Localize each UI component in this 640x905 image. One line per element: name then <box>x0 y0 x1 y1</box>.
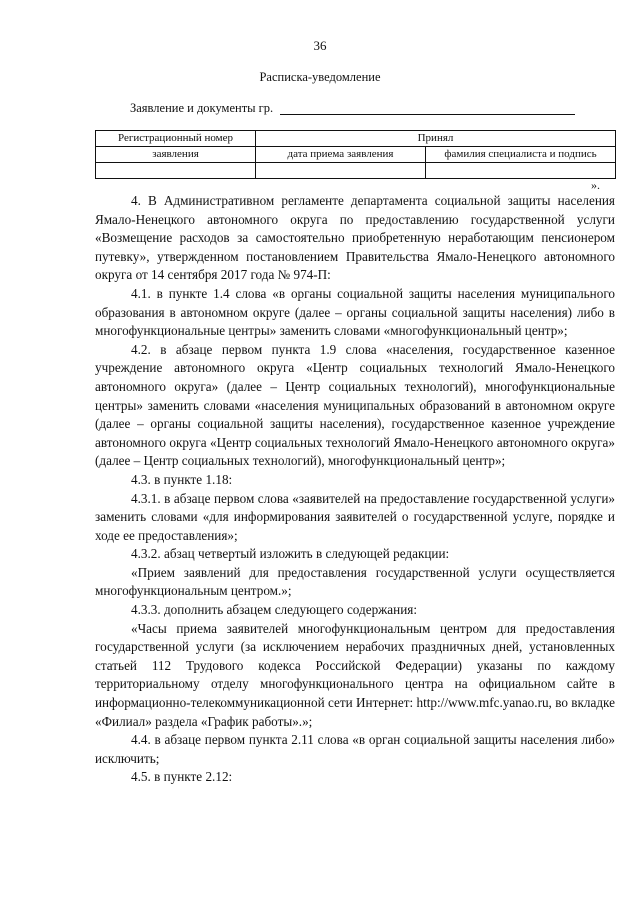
specialist-header: фамилия специалиста и подпись <box>426 147 616 163</box>
paragraph: 4.5. в пункте 2.12: <box>131 769 233 785</box>
paragraph: 4.2. в абзаце первом пункта 1.9 слова «населения, государственное казенное учреждение автономного округа «Центр социальных технологий Ямало-Ненецкого автономного округа» (далее – Центр социальных технологий), многофункциональные центры» заменить словами «населения муниципальных образований в автономном округе (далее – органы социальной защиты населения), государственное казенное учреждение автономного округа «Центр социальных технологий Ямало-Ненецкого автономного округа» (далее – Центр социальных технологий), многофункциональный центр»; <box>95 341 615 469</box>
paragraph: 4.1. в пункте 1.4 слова «в органы социальной защиты населения муниципального образования в автономном округе (далее – органы социальной защиты населения) либо в многофункциональные центры» заменить словами «многофункциональный центр»; <box>95 285 615 339</box>
paragraph: «Прием заявлений для предоставления государственной услуги осуществляется многофункциональным центром.»; <box>95 564 615 599</box>
applicant-blank-line <box>280 114 575 115</box>
paragraph: 4.3. в пункте 1.18: <box>131 471 233 487</box>
paragraph: 4.3.3. дополнить абзацем следующего содержания: <box>131 602 417 618</box>
paragraph: 4. В Административном регламенте департамента социальной защиты населения Ямало-Ненецкого автономного округа по предоставлению государственной услуги «Возмещение расходов за самостоятельно приобретенную неработающим пенсионером путевку», утвержденном постановлением Правительства Ямало-Ненецкого автономного округа от 14 сентября 2017 года № 974-П: <box>95 193 615 283</box>
receipt-title: Расписка-уведомление <box>259 70 381 84</box>
amendment-text <box>95 192 615 787</box>
applicant-label: Заявление и документы гр. <box>130 101 274 115</box>
empty-cell <box>96 163 256 179</box>
closing-quote: ». <box>591 178 600 192</box>
reg-number-header-2: заявления <box>96 147 256 163</box>
paragraph: 4.3.2. абзац четвертый изложить в следующей редакции: <box>131 546 450 562</box>
empty-cell <box>426 163 616 179</box>
paragraph: «Часы приема заявителей многофункциональным центром для предоставления государственной услуги (за исключением нерабочих праздничных дней, установленных статьей 112 Трудового кодекса Российской Федерации) указаны по каждому территориальному отделу многофункционального центра на официальном сайте в информационно-телекоммуникационной сети Интернет: http://www.mfc.yanao.ru, во вкладке «Филиал» раздела «График работы».»; <box>95 620 615 729</box>
page-number: 36 <box>313 38 327 53</box>
accepted-header: Принял <box>256 131 616 147</box>
date-header: дата приема заявления <box>256 147 426 163</box>
reg-number-header: Регистрационный номер <box>96 131 256 147</box>
paragraph: 4.3.1. в абзаце первом слова «заявителей на предоставление государственной услуги» заменить словами «для информирования заявителей о государственной услуге, порядке и ходе ее предоставления»; <box>95 490 615 543</box>
empty-cell <box>256 163 426 179</box>
registration-table <box>95 130 616 179</box>
paragraph: 4.4. в абзаце первом пункта 2.11 слова «в орган социальной защиты населения либо» исключить; <box>95 732 615 766</box>
